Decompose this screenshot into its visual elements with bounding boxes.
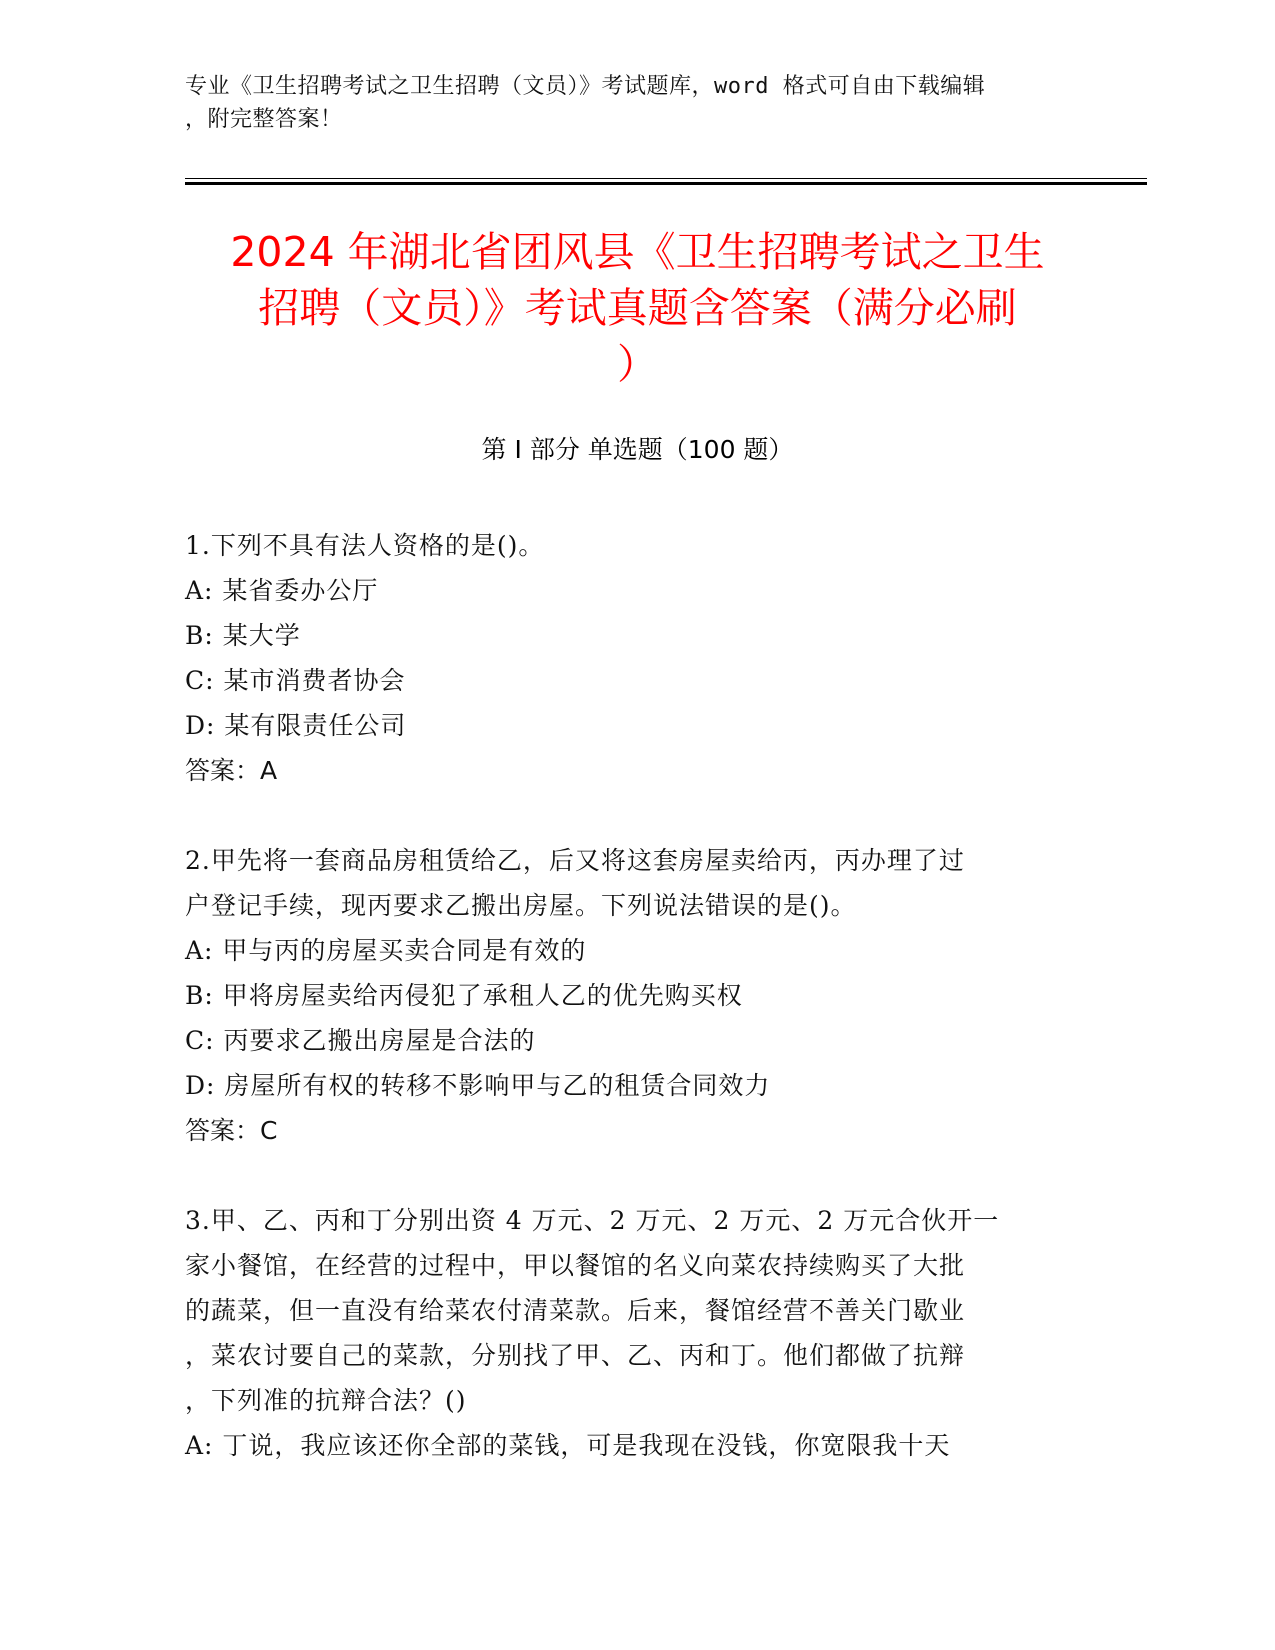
option-a: A: 甲与丙的房屋买卖合同是有效的 <box>185 936 587 965</box>
section-heading: 第 I 部分 单选题（100 题） <box>481 435 794 464</box>
option-b: B: 某大学 <box>185 621 301 650</box>
option-a: A: 丁说，我应该还你全部的菜钱，可是我现在没钱，你宽限我十天 <box>185 1431 951 1460</box>
question-text: 3.甲、乙、丙和丁分别出资 4 万元、2 万元、2 万元、2 万元合伙开一 <box>185 1206 1000 1235</box>
header-note <box>185 70 1065 136</box>
title-line: ） <box>617 340 658 388</box>
question-text: ，下列准的抗辩合法？() <box>185 1386 467 1415</box>
spacer <box>185 793 1075 838</box>
answer-line: 答案：A <box>185 756 278 785</box>
option-c: C: 丙要求乙搬出房屋是合法的 <box>185 1026 536 1055</box>
question-text: 户登记手续，现丙要求乙搬出房屋。下列说法错误的是()。 <box>185 891 857 920</box>
question-text: 的蔬菜，但一直没有给菜农付清菜款。后来，餐馆经营不善关门歇业 <box>185 1296 966 1325</box>
title-line: 招聘（文员）》考试真题含答案（满分必刷 <box>258 284 1017 332</box>
header-divider-thin <box>185 178 1147 179</box>
header-note-line: ，附完整答案！ <box>185 107 343 132</box>
question-text: 2.甲先将一套商品房租赁给乙，后又将这套房屋卖给丙，丙办理了过 <box>185 846 965 875</box>
header-note-line: 专业《卫生招聘考试之卫生招聘（文员）》考试题库，word 格式可自由下载编辑 <box>185 74 986 99</box>
answer-line: 答案：C <box>185 1116 278 1145</box>
option-c: C: 某市消费者协会 <box>185 666 406 695</box>
question-text: 家小餐馆，在经营的过程中，甲以餐馆的名义向菜农持续购买了大批 <box>185 1251 966 1280</box>
option-b: B: 甲将房屋卖给丙侵犯了承租人乙的优先购买权 <box>185 981 743 1010</box>
question-text: 1.下列不具有法人资格的是()。 <box>185 531 545 560</box>
spacer <box>185 1153 1075 1198</box>
option-d: D: 某有限责任公司 <box>185 711 407 740</box>
header-divider-thick <box>185 182 1147 185</box>
option-a: A: 某省委办公厅 <box>185 576 379 605</box>
question-text: ，菜农讨要自己的菜款，分别找了甲、乙、丙和丁。他们都做了抗辩 <box>185 1341 966 1370</box>
option-d: D: 房屋所有权的转移不影响甲与乙的租赁合同效力 <box>185 1071 771 1100</box>
document-title <box>150 224 1125 392</box>
title-line: 2024 年湖北省团风县《卫生招聘考试之卫生 <box>230 228 1045 276</box>
question-list <box>185 523 1075 1468</box>
